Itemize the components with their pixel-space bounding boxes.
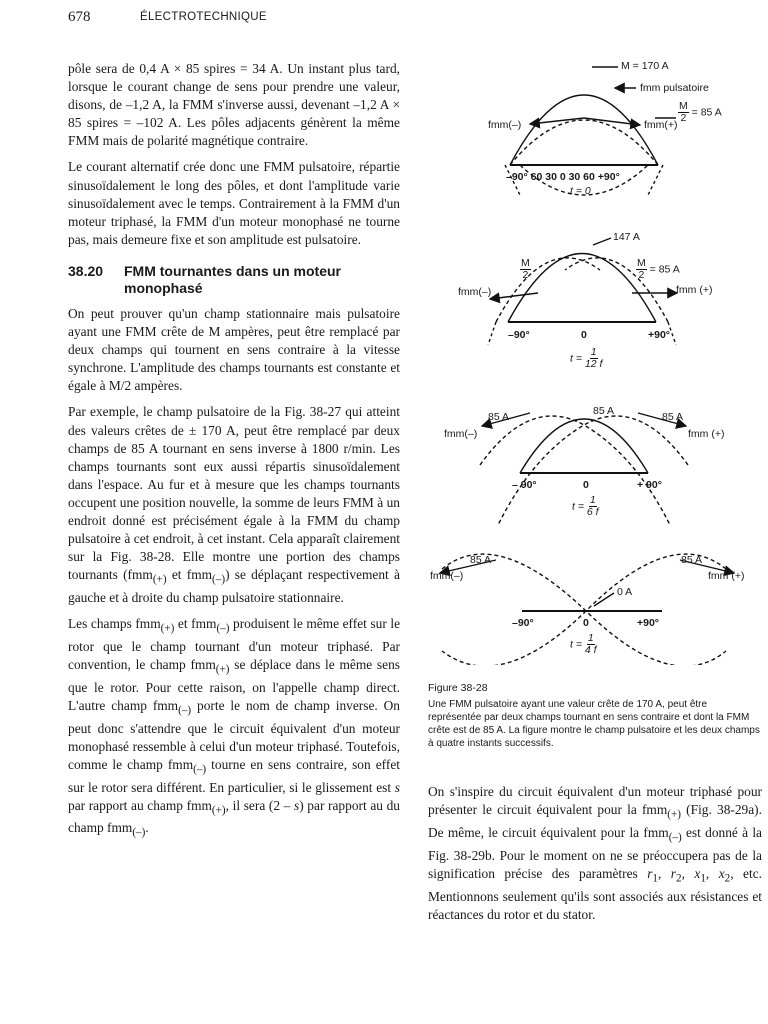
section-heading <box>68 263 400 297</box>
fmm-plus-label: fmm(+) <box>644 119 678 131</box>
pulsating-mmf-curve <box>520 419 648 473</box>
left-column <box>68 60 400 850</box>
figure-caption <box>428 682 762 750</box>
m-over-2-label-left: $\frac{M}{2}$ <box>521 257 530 281</box>
angle-axis: –90° 60 30 0 30 60 +90° <box>506 171 620 183</box>
fmm-minus-label: fmm(–) <box>444 428 478 440</box>
time-label: t = $\frac{1}{6 f}$ <box>572 494 599 518</box>
angle-right: +90° <box>637 617 660 629</box>
time-label: t = $\frac{1}{12 f}$ <box>570 346 603 370</box>
m-over-2-label: $\frac{M}{2}$ = 85 A <box>679 100 722 124</box>
angle-left: – 90° <box>512 479 537 491</box>
paragraph: Par exemple, le champ pulsatoire de la Fig. 38-27 qui atteint des valeurs crêtes de ± 170 A, peut être remplacé par deux champs de 85 A tournant en sens inverse à 1800 r/min. Les champs tournants sont eux aussi répartis sinusoïdalement dans l'espace. Au fur et à mesure que les champs tournants occupent une position nouvelle, la somme de leurs FMM à un endroit donné est précisément égale à la FMM du champ pulsatoire à cet endroit, à cet instant. Cela apparaît clairement sur la Fig. 38-28. Elle montre une portion des champs tournants (fmm$_{(+)}$ et fmm$_{(-)}$) se déplaçant respectivement à gauche et à droite du champ pulsatoire stationnaire. <box>68 404 400 606</box>
left-85a-label: 85 A <box>488 411 510 423</box>
angle-zero: 0 <box>581 329 587 341</box>
time-label: t = $\frac{1}{4 f}$ <box>570 632 597 656</box>
figure-38-28 <box>400 55 768 665</box>
m-over-2-label-right: $\frac{M}{2}$ = 85 A <box>637 257 680 281</box>
fmm-minus-label: fmm(–) <box>488 119 522 131</box>
pulsating-mmf-curve <box>510 95 658 165</box>
angle-zero: 0 <box>583 617 589 629</box>
paragraph: On peut prouver qu'un champ stationnaire mais pulsatoire ayant une FMM crête de M ampères, peut être remplacé par deux champs qui tournent en sens contraire à la vitesse synchrone. L'amplitude des champs tournants est constante et égale à M/2 ampères. <box>68 305 400 394</box>
right-85a-label: 85 A <box>662 411 684 423</box>
angle-right: + 90° <box>637 479 662 491</box>
right-column <box>428 783 762 924</box>
section-title: FMM tournantes dans un moteur monophasé <box>124 262 341 296</box>
figure-caption-text: Une FMM pulsatoire ayant une valeur crête de 170 A, peut être représentée par deux champs tournant en sens contraire et dont la FMM crête est de 85 A. La figure montre le champ pulsatoire et les deux champs à quatre instants successifs. <box>428 699 760 749</box>
time-label: t = 0 <box>570 185 591 197</box>
angle-zero: 0 <box>583 479 589 491</box>
fmm-minus-label: fmm(–) <box>430 570 464 582</box>
angle-left: –90° <box>508 329 530 341</box>
paragraph: pôle sera de 0,4 A × 85 spires = 34 A. Un instant plus tard, lorsque le courant change de sens pour prendre une valeur, disons, de –1,2 A, la FMM s'inverse aussi, devenant –1,2 A × 85 spires = –102 A. Les pôles adjacents génèrent la même FMM mais de polarité magnétique contraire. <box>68 61 400 149</box>
running-title: ÉLECTROTECHNIQUE <box>140 11 267 23</box>
fmm-pulsatoire-label: fmm pulsatoire <box>640 82 709 94</box>
paragraph: On s'inspire du circuit équivalent d'un moteur triphasé pour présenter le circuit équivalent pour la fmm$_{(+)}$ (Fig. 38-29a). De même, le circuit équivalent pour la fmm$_{(-)}$ est donné à la Fig. 38-29b. Pour le moment on ne se préoccupera pas de la signification précise des paramètres $r_1$, $r_2$, $x_1$, $x_2$, etc. Mentionnons seulement qu'ils sont associés aux résistances et réactances du rotor et du stator. <box>428 784 762 923</box>
fmm-minus-label: fmm(–) <box>458 286 492 298</box>
page-number: 678 <box>68 9 91 25</box>
fmm-plus-label: fmm (+) <box>676 284 713 296</box>
right-85a-label: 85 A <box>681 554 703 566</box>
section-number: 38.20 <box>68 262 104 279</box>
m-170a-label: M = 170 A <box>621 60 669 72</box>
paragraph: Les champs fmm$_{(+)}$ et fmm$_{(-)}$ produisent le même effet sur le rotor que le champ tournant d'un moteur triphasé. Par convention, le champ fmm$_{(+)}$ se déplace dans le même sens que le rotor. Pour cette raison, on l'appelle champ direct. L'autre champ fmm$_{(-)}$ porte le nom de champ inverse. On peut donc s'attendre que le circuit équivalent d'un moteur monophasé ressemble à celui d'un moteur triphasé. Toutefois, comme le champ fmm$_{(-)}$ tourne en sens contraire, son effet sur le rotor sera différent. En particulier, si le glissement est s par rapport au champ fmm$_{(+)}$, il sera (2 – s) par rapport au du champ fmm$_{(-)}$. <box>68 616 401 840</box>
fmm-plus-label: fmm (+) <box>688 428 725 440</box>
peak-85a-label: 85 A <box>593 405 615 417</box>
fmm-dashed-curve <box>510 120 658 165</box>
angle-left: –90° <box>512 617 534 629</box>
figure-caption-title: Figure 38-28 <box>428 682 488 694</box>
peak-147a-label: 147 A <box>613 231 640 243</box>
zero-amp-label: 0 A <box>617 586 633 598</box>
fmm-plus-label: fmm (+) <box>708 570 745 582</box>
angle-right: +90° <box>648 329 671 341</box>
paragraph: Le courant alternatif crée donc une FMM pulsatoire, répartie sinusoïdalement le long des pôles, et dont l'amplitude varie sinusoïdalement avec le temps. Contrairement à la FMM d'un moteur triphasé, la FMM d'un moteur monophasé ne tourne pas, mais demeure fixe et son amplitude est pulsatoire. <box>68 159 400 247</box>
left-85a-label: 85 A <box>470 554 492 566</box>
